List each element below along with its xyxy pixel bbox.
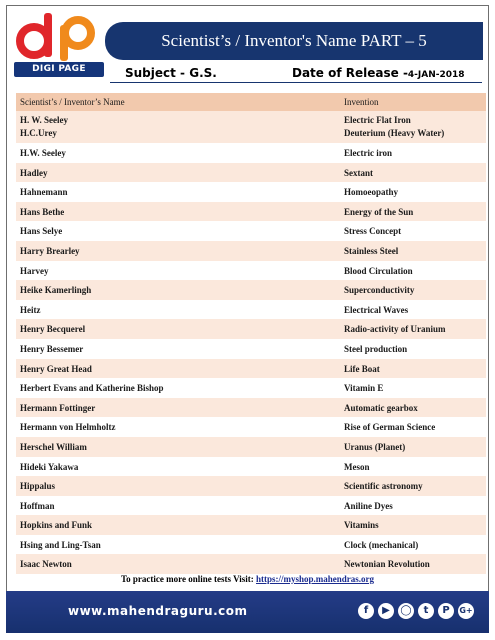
cell-invention: Life Boat [344, 363, 380, 374]
table-row [16, 398, 486, 418]
cell-name: Harry Brearley [20, 245, 80, 256]
table-row [16, 457, 486, 477]
logo-d-icon [16, 11, 56, 61]
table-row [16, 241, 486, 261]
practice-text: To practice more online tests Visit: [121, 574, 256, 584]
cell-name: H. W. Seeley [20, 115, 69, 125]
table-row [16, 515, 486, 535]
cell-invention: Vitamin E [344, 383, 384, 394]
footer-url[interactable]: www.mahendraguru.com [68, 604, 248, 618]
footer-bar [6, 591, 489, 633]
cell-invention: Superconductivity [344, 285, 415, 296]
cell-name: H.W. Seeley [20, 148, 66, 158]
cell-invention: Stress Concept [344, 226, 402, 237]
cell-name: Hoffman [20, 500, 55, 511]
cell-name: Henry Bessemer [20, 343, 84, 354]
cell-name: Henry Becquerel [20, 324, 86, 335]
table-row [16, 111, 486, 143]
google-plus-icon[interactable]: G+ [458, 603, 474, 619]
cell-name: Henry Great Head [20, 363, 92, 374]
cell-invention: Radio-activity of Uranium [344, 324, 446, 335]
table-row [16, 202, 486, 222]
cell-name: Hermann von Helmholtz [20, 422, 116, 433]
cell-name: Hsing and Ling-Tsan [20, 539, 101, 550]
cell-invention: Electrical Waves [344, 304, 409, 315]
subject-label: Subject - G.S. [125, 66, 217, 80]
practice-link[interactable]: https://myshop.mahendras.org [255, 574, 374, 584]
instagram-icon[interactable]: ◯ [398, 603, 414, 619]
table-row [16, 496, 486, 516]
youtube-icon[interactable]: ▶ [378, 603, 394, 619]
table-row [16, 378, 486, 398]
cell-invention: Blood Circulation [344, 265, 413, 276]
title-banner [105, 22, 483, 60]
table-row [16, 300, 486, 320]
cell-invention: Scientific astronomy [344, 481, 423, 492]
cell-invention: Rise of German Science [344, 422, 436, 433]
table-row [16, 417, 486, 437]
cell-name: Heitz [20, 304, 41, 315]
cell-name: Hideki Yakawa [20, 461, 79, 472]
cell-invention: Stainless Steel [344, 245, 399, 256]
inventors-table [16, 93, 486, 574]
cell-invention: Uranus (Planet) [344, 441, 406, 452]
table-row [16, 437, 486, 457]
cell-invention: Deuterium (Heavy Water) [344, 128, 445, 138]
table-row [16, 261, 486, 281]
cell-invention: Homoeopathy [344, 187, 398, 198]
table-row [16, 339, 486, 359]
cell-name: H.C.Urey [20, 128, 57, 138]
cell-invention: Sextant [344, 167, 373, 178]
cell-name: Hadley [20, 167, 48, 178]
table-row [16, 554, 486, 574]
logo-p-icon [56, 11, 100, 61]
cell-name: Hippalus [20, 481, 56, 492]
cell-invention: Clock (mechanical) [344, 539, 419, 550]
practice-note [0, 574, 495, 584]
cell-name: Hahnemann [20, 187, 68, 198]
cell-name: Hans Bethe [20, 206, 65, 217]
table-row [16, 319, 486, 339]
release-info [292, 66, 465, 80]
cell-invention: Electric iron [344, 148, 393, 158]
cell-invention: Automatic gearbox [344, 402, 418, 413]
page-title: Scientist’s / Inventor's Name PART – 5 [161, 31, 427, 50]
table-row [16, 359, 486, 379]
pinterest-icon[interactable]: P [438, 603, 454, 619]
header-rule [110, 82, 482, 83]
cell-name: Hermann Fottinger [20, 402, 96, 413]
table-row [16, 182, 486, 202]
cell-invention: Energy of the Sun [344, 206, 414, 217]
logo-text: DIGI PAGE [32, 64, 86, 74]
table-row [16, 143, 486, 163]
digi-page-logo [12, 11, 104, 81]
cell-name: Herbert Evans and Katherine Bishop [20, 383, 164, 394]
table-row [16, 476, 486, 496]
header-name: Scientist’s / Inventor’s Name [20, 97, 125, 107]
cell-name: Hopkins and Funk [20, 520, 93, 531]
table-row [16, 535, 486, 555]
facebook-icon[interactable]: f [358, 603, 374, 619]
cell-invention: Electric Flat Iron [344, 115, 411, 125]
cell-invention: Aniline Dyes [344, 500, 393, 511]
release-date: 4-JAN-2018 [407, 70, 465, 80]
cell-name: Herschel William [20, 441, 87, 452]
release-label: Date of Release - [292, 66, 408, 80]
table-row [16, 163, 486, 183]
cell-invention: Steel production [344, 343, 408, 354]
logo-bar [14, 62, 104, 77]
twitter-icon[interactable]: t [418, 603, 434, 619]
cell-invention: Meson [344, 461, 370, 472]
header-invention: Invention [344, 97, 379, 107]
table-row [16, 280, 486, 300]
table-row [16, 221, 486, 241]
cell-name: Heike Kamerlingh [20, 285, 92, 296]
cell-name: Harvey [20, 265, 49, 276]
cell-name: Hans Selye [20, 226, 63, 237]
cell-name: Isaac Newton [20, 559, 72, 570]
cell-invention: Newtonian Revolution [344, 559, 430, 570]
cell-invention: Vitamins [344, 520, 379, 531]
table-header [16, 93, 486, 111]
